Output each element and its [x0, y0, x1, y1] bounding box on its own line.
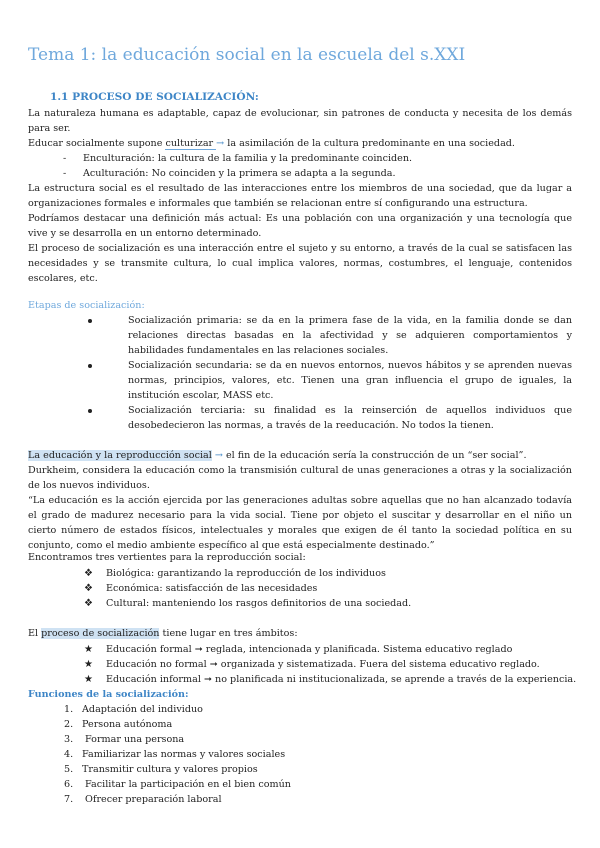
list-item: Socialización primaria: se da en la primera fase de la vida, en la familia donde se dan relaciones directas basadas en la afectividad y se adquieren comportamientos y habilidades fundamentales en las relaciones sociales. — [88, 313, 572, 358]
list-item: 3. Formar una persona — [64, 734, 185, 745]
list-item: ★ Educación informal ➞ no planificada ni institucionalizada, se aprende a través de la experiencia. — [84, 674, 577, 685]
star-icon: ★ — [84, 644, 93, 655]
proceso-term: proceso de socialización — [41, 628, 160, 639]
paragraph-durkheim: Durkheim, considera la educación como la transmisión cultural de unas generaciones a otras y la socialización de los nuevos individuos. — [28, 465, 572, 491]
bullet-icon — [88, 364, 92, 368]
list-item: - Aculturación: No coinciden y la primera se adapta a la segunda. — [63, 168, 396, 179]
section-heading-socializacion: 1.1 PROCESO DE SOCIALIZACIÓN: — [50, 91, 259, 103]
dash-icon: - — [63, 168, 67, 179]
list-item: - Enculturación: la cultura de la familia y la predominante coinciden. — [63, 153, 413, 164]
paragraph-ambitos: El proceso de socialización tiene lugar en tres ámbitos: — [28, 628, 298, 639]
paragraph-naturaleza: La naturaleza humana es adaptable, capaz de evolucionar, sin patrones de conducta y necesita de los demás para ser. — [28, 108, 572, 134]
culturizar-intro: Educar socialmente supone — [28, 138, 166, 149]
etapas-heading: Etapas de socialización: — [28, 300, 145, 311]
funciones-heading: Funciones de la socialización: — [28, 689, 189, 700]
bullet-icon — [88, 319, 92, 323]
paragraph-definicion: Podríamos destacar una definición más actual: Es una población con una organización y una tecnología que vive y se desarrolla en un entorno determinado. — [28, 213, 572, 239]
paragraph-proceso: El proceso de socialización es una interacción entre el sujeto y su entorno, a través de la cual se satisfacen las necesidades y se transmite cultura, lo cual implica valores, normas, costumbres, el lenguaje, contenidos escolares, etc. — [28, 243, 572, 284]
list-item: 1. Adaptación del individuo — [64, 704, 203, 715]
list-item: Socialización secundaria: se da en nuevos entornos, nuevos hábitos y se aprenden nuevas normas, principios, valores, etc. Tienen una gran influencia el grupo de iguales, la institución escolar, MASS etc. — [88, 358, 572, 403]
paragraph-estructura: La estructura social es el resultado de las interacciones entre los miembros de una sociedad, que da lugar a organizaciones formales e informales que también se relacionan entre sí configurando una estructura. — [28, 183, 572, 209]
list-item: Socialización terciaria: su finalidad es la reinserción de aquellos individuos que desobedecieron las normas, a través de la reeducación. No todos la tienen. — [88, 403, 572, 433]
star-icon: ★ — [84, 674, 93, 685]
list-item: ★ Educación formal ➞ reglada, intencionada y planificada. Sistema educativo reglado — [84, 644, 513, 655]
diamond-icon: ❖ — [84, 598, 93, 609]
list-item: ★ Educación no formal ➞ organizada y sistematizada. Fuera del sistema educativo reglado. — [84, 659, 540, 670]
bullet-icon — [88, 409, 92, 413]
durkheim-quote: “La educación es la acción ejercida por las generaciones adultas sobre aquellas que no han alcanzado todavía el grado de madurez necesario para la vida social. Tiene por objeto el suscitar y desarrollar en el niño un cierto número de estados físicos, intelectuales y morales que exigen de él tanto la sociedad política en su conjunto, como el medio ambiente específico al que está especialmente destinado.” — [28, 495, 572, 551]
page-title: Tema 1: la educación social en la escuela del s.XXI — [28, 45, 466, 65]
culturizar-definition: la asimilación de la cultura predominante en una sociedad. — [224, 138, 515, 149]
diamond-icon: ❖ — [84, 568, 93, 579]
etapas-list — [88, 313, 572, 433]
list-item: ❖ Cultural: manteniendo los rasgos definitorios de una sociedad. — [84, 598, 412, 609]
dash-icon: - — [63, 153, 67, 164]
list-item: ❖ Económica: satisfacción de las necesidades — [84, 583, 318, 594]
list-item: 7. Ofrecer preparación laboral — [64, 794, 222, 805]
arrow-icon: → — [216, 138, 225, 149]
diamond-icon: ❖ — [84, 583, 93, 594]
list-item: 2. Persona autónoma — [64, 719, 173, 730]
arrow-icon: → — [211, 450, 223, 461]
paragraph-culturizar — [28, 136, 572, 151]
paragraph-vertientes: Encontramos tres vertientes para la reproducción social: — [28, 552, 306, 563]
paragraph-reproduccion: La educación y la reproducción social → el fin de la educación sería la construcción de un “ser social”. — [28, 450, 527, 461]
star-icon: ★ — [84, 659, 93, 670]
list-item: 6. Facilitar la participación en el bien común — [64, 779, 291, 790]
list-item: ❖ Biológica: garantizando la reproducción de los individuos — [84, 568, 386, 579]
reproduccion-term: La educación y la reproducción social — [28, 450, 212, 461]
culturizar-term: culturizar — [165, 138, 217, 149]
list-item: 5. Transmitir cultura y valores propios — [64, 764, 258, 775]
list-item: 4. Familiarizar las normas y valores sociales — [64, 749, 286, 760]
